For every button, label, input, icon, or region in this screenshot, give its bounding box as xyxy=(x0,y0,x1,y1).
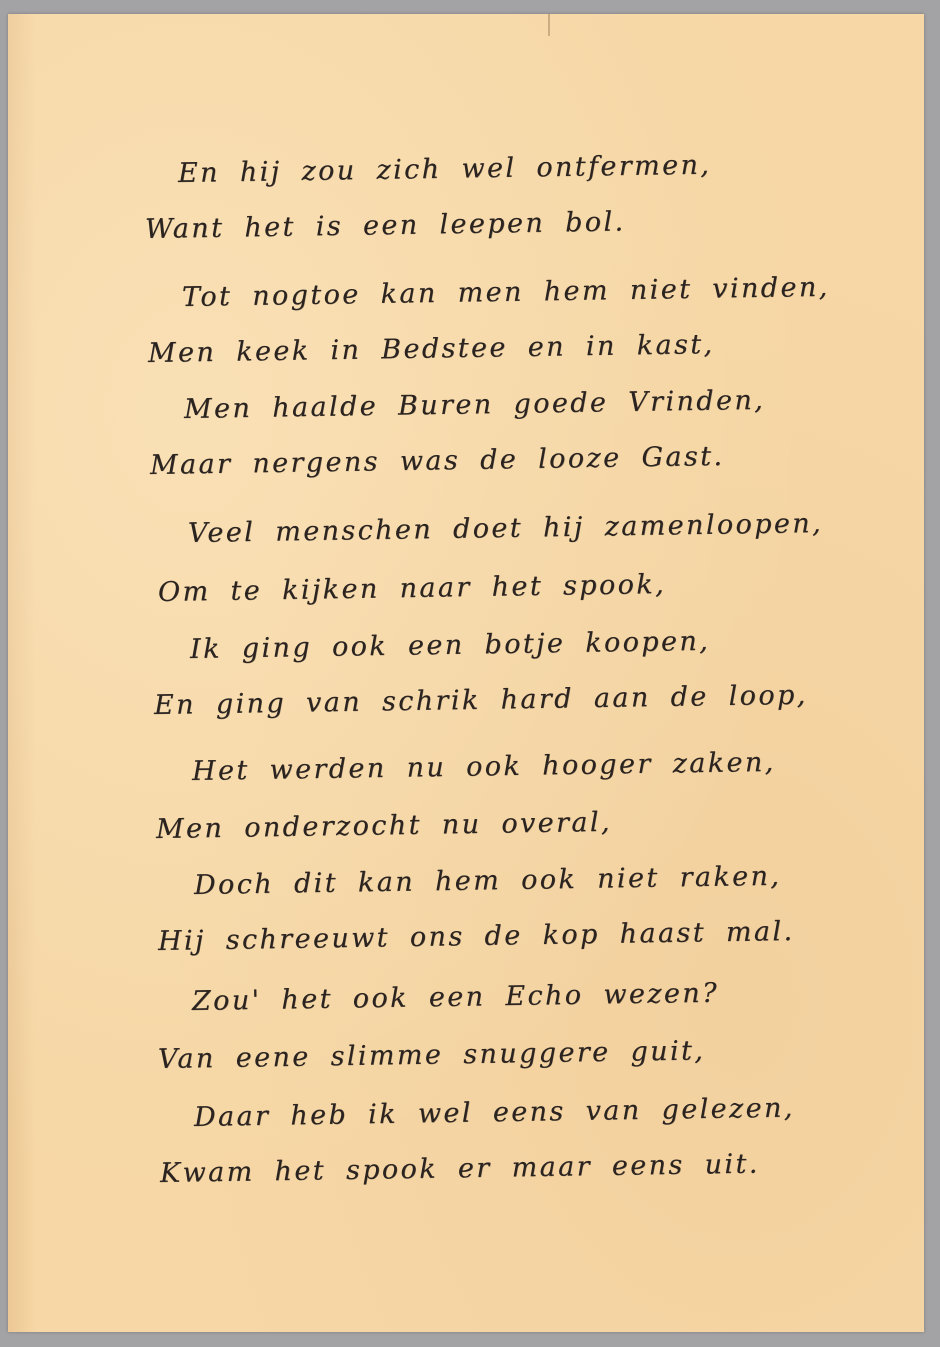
poem-line: Doch dit kan hem ook niet raken, xyxy=(193,860,782,901)
poem-line: Men onderzocht nu overal, xyxy=(155,806,613,845)
poem-line: Men keek in Bedstee en in kast, xyxy=(147,329,715,369)
paper-sheet xyxy=(8,14,924,1332)
poem-line: Daar heb ik wel eens van gelezen, xyxy=(193,1092,795,1133)
poem-line: Maar nergens was de looze Gast. xyxy=(149,440,725,481)
poem-line: Het werden nu ook hooger zaken, xyxy=(191,746,776,787)
poem-line: Om te kijken naar het spook, xyxy=(157,569,667,608)
poem-line: Men haalde Buren goede Vrinden, xyxy=(183,384,766,425)
poem-line: Van eene slimme snuggere guit, xyxy=(157,1035,706,1075)
poem-line: En hij zou zich wel ontfermen, xyxy=(177,149,712,189)
poem-line: En ging van schrik hard aan de loop, xyxy=(153,679,808,721)
poem-line: Ik ging ook een botje koopen, xyxy=(189,625,711,665)
poem-line: Want het is een leepen bol. xyxy=(144,206,626,245)
poem-line: Hij schreeuwt ons de kop haast mal. xyxy=(157,916,795,957)
poem xyxy=(8,14,924,1332)
poem-line: Tot nogtoe kan men hem niet vinden, xyxy=(181,271,830,313)
poem-line: Zou' het ook een Echo wezen? xyxy=(191,977,720,1017)
poem-line: Veel menschen doet hij zamenloopen, xyxy=(187,508,824,549)
poem-line: Kwam het spook er maar eens uit. xyxy=(159,1148,760,1189)
